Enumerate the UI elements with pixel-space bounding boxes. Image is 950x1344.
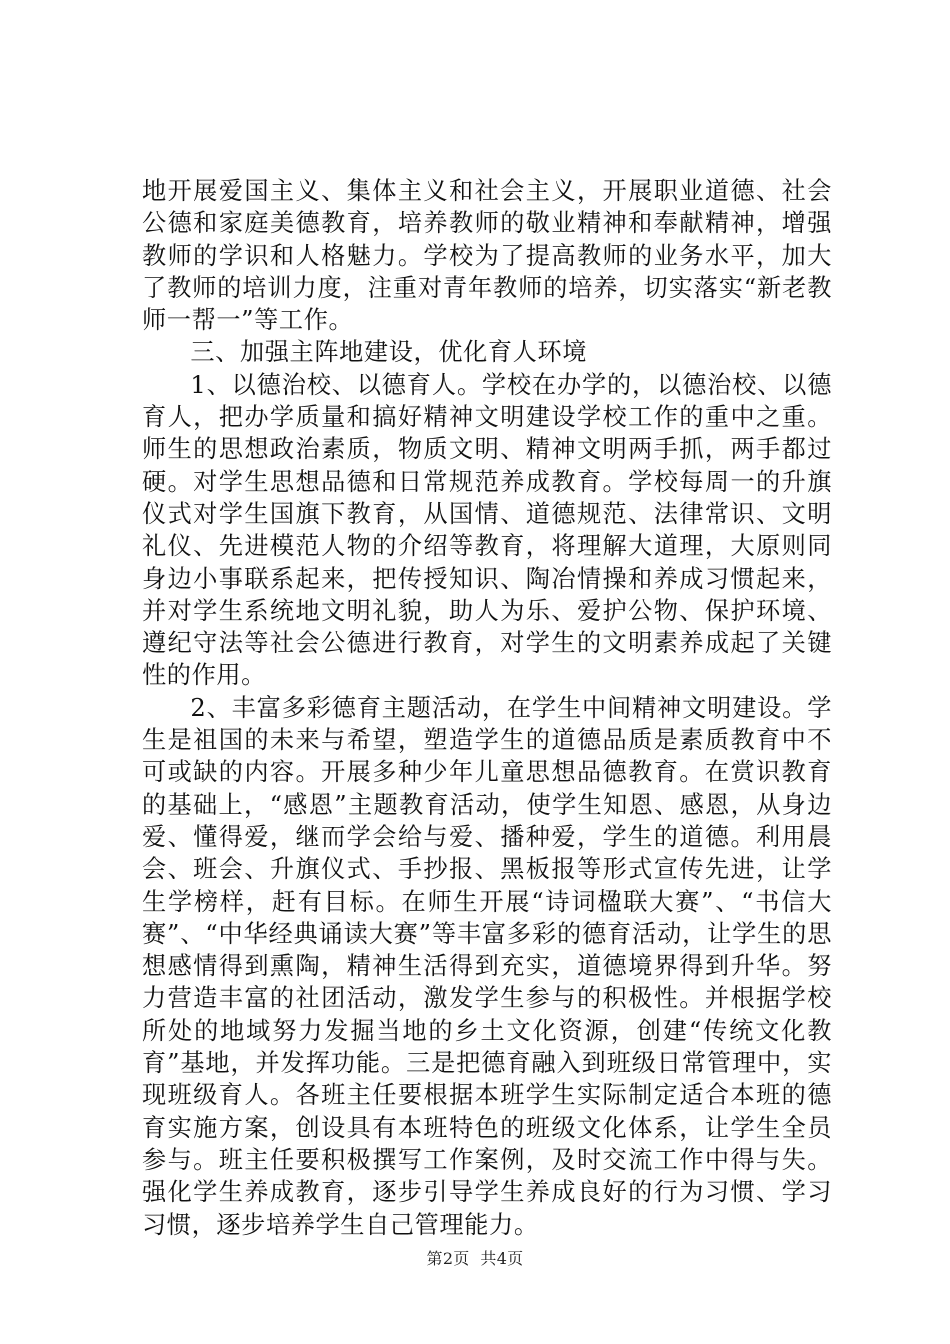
- document-body: [142, 175, 832, 1241]
- page-number: 第2页: [426, 1249, 470, 1268]
- section-heading-3: 三、加强主阵地建设，优化育人环境: [190, 338, 587, 367]
- page-footer: [0, 1246, 950, 1269]
- paragraph-item-1: 1、以德治校、以德育人。学校在办学的，以德治校、以德育人，把办学质量和搞好精神文明建设学校工作的重中之重。师生的思想政治素质，物质文明、精神文明两手抓，两手都过硬。对学生思想品德和日常规范养成教育。学校每周一的升旗仪式对学生国旗下教育，从国情、道德规范、法律常识、文明礼仪、先进模范人物的介绍等教育，将理解大道理，大原则同身边小事联系起来，把传授知识、陶冶情操和养成习惯起来，并对学生系统地文明礼貌，助人为乐、爱护公物、保护环境、遵纪守法等社会公德进行教育，对学生的文明素养成起了关键性的作用。: [142, 370, 832, 690]
- paragraph-item-2: 2、丰富多彩德育主题活动，在学生中间精神文明建设。学生是祖国的未来与希望，塑造学生的道德品质是素质教育中不可或缺的内容。开展多种少年儿童思想品德教育。在赏识教育的基础上，“感恩”主题教育活动，使学生知恩、感恩，从身边爱、懂得爱，继而学会给与爱、播种爱，学生的道德。利用晨会、班会、升旗仪式、手抄报、黑板报等形式宣传先进，让学生学榜样，赶有目标。在师生开展“诗词楹联大赛”、“书信大赛”、“中华经典诵读大赛”等丰富多彩的德育活动，让学生的思想感情得到熏陶，精神生活得到充实，道德境界得到升华。努力营造丰富的社团活动，激发学生参与的积极性。并根据学校所处的地域努力发掘当地的乡土文化资源，创建“传统文化教育”基地，并发挥功能。三是把德育融入到班级日常管理中，实现班级育人。各班主任要根据本班学生实际制定适合本班的德育实施方案，创设具有本班特色的班级文化体系，让学生全员参与。班主任要积极撰写工作案例，及时交流工作中得与失。强化学生养成教育，逐步引导学生养成良好的行为习惯、学习习惯，逐步培养学生自己管理能力。: [142, 693, 832, 1239]
- paragraph-continuation: 地开展爱国主义、集体主义和社会主义，开展职业道德、社会公德和家庭美德教育，培养教师的敬业精神和奉献精神，增强教师的学识和人格魅力。学校为了提高教师的业务水平，加大了教师的培训力度，注重对青年教师的培养，切实落实“新老教师一帮一”等工作。: [142, 177, 832, 335]
- page-total: 共4页: [480, 1249, 524, 1268]
- footer-separator: [470, 1249, 481, 1268]
